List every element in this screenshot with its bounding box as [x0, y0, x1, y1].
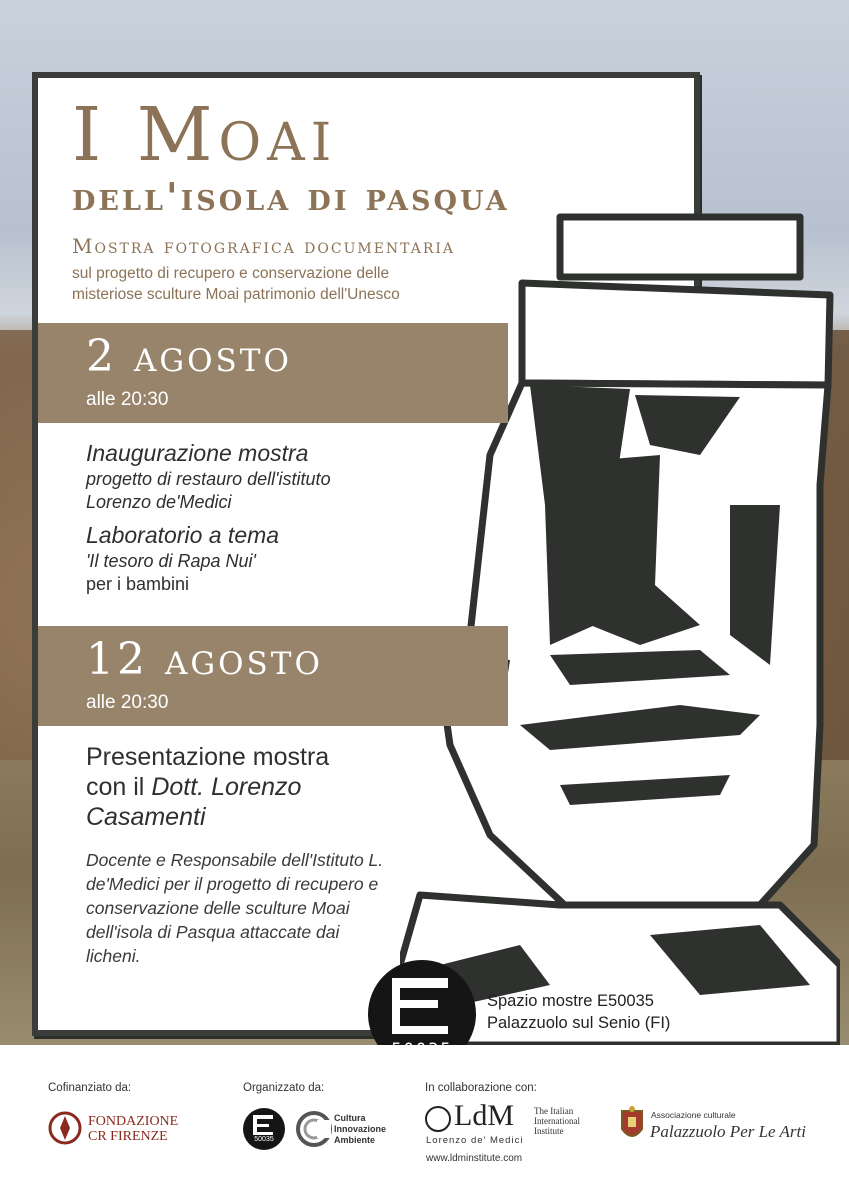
- e50035-small-logo-text: 50035: [254, 1136, 274, 1143]
- fondazione-cr-line1: FONDAZIONE: [88, 1114, 179, 1129]
- pres-line-2b: Dott. Lorenzo: [151, 773, 302, 801]
- assoc-name: Palazzuolo Per Le Arti: [650, 1122, 806, 1141]
- subtitle-mostra: Mostra fotografica documentaria: [72, 234, 456, 258]
- fondazione-cr-line2: CR FIRENZE: [88, 1129, 168, 1144]
- e50035-small-logo: [243, 1108, 285, 1150]
- venue-info: [487, 990, 670, 1034]
- date-band-2: [38, 626, 508, 726]
- title-isola-pasqua: dell'isola di pasqua: [72, 174, 510, 219]
- event1-text-1b: Lorenzo de'Medici: [86, 492, 232, 512]
- subtitle-line-2: misteriose sculture Moai patrimonio dell'Unesco: [72, 286, 400, 303]
- cia-logo-text: [334, 1113, 386, 1146]
- cia-line2: Innovazione: [334, 1124, 387, 1134]
- ldm-logo: LdM: [454, 1099, 514, 1132]
- event1-heading-inaugurazione: Inaugurazione mostra: [86, 440, 309, 466]
- date-band-1: [38, 323, 508, 423]
- event1-text-2b: per i bambini: [86, 574, 190, 594]
- pres-line-3: Casamenti: [86, 803, 206, 831]
- event1-details: [86, 438, 331, 596]
- speaker-bio: Docente e Responsabile dell'Istituto L. de'Medici per il progetto di recupero e conservazione delle sculture Moai dell'isola di Pasqua attaccate dai licheni.: [86, 850, 384, 966]
- event1-text-1a: progetto di restauro dell'istituto: [86, 469, 331, 489]
- ldm-subtitle: Lorenzo de' Medici: [426, 1135, 524, 1146]
- event1-date: 2 agosto: [86, 331, 292, 382]
- cia-line3: Ambiente: [334, 1135, 376, 1145]
- event1-heading-laboratorio: Laboratorio a tema: [86, 522, 280, 548]
- ldm-institute-text: [534, 1106, 580, 1136]
- event1-text-2a: 'Il tesoro di Rapa Nui': [86, 551, 256, 571]
- venue-line-2: Palazzuolo sul Senio (FI): [487, 1014, 671, 1032]
- ldm-inst-line1: The Italian: [534, 1106, 574, 1116]
- ldm-inst-line3: Institute: [534, 1126, 564, 1136]
- pres-line-1: Presentazione mostra: [86, 743, 330, 771]
- palazzuolo-crest-icon: [620, 1105, 644, 1143]
- ldm-seal-icon: [425, 1106, 451, 1132]
- cia-logo-icon: [295, 1110, 333, 1148]
- event2-presentation: [86, 742, 329, 832]
- event2-date: 12 agosto: [86, 634, 323, 685]
- assoc-small-label: Associazione culturale: [651, 1110, 736, 1120]
- fondazione-cr-logo: [88, 1114, 178, 1144]
- pres-line-2: [86, 772, 329, 802]
- event1-time: alle 20:30: [86, 389, 169, 410]
- title-moai: I Moai: [72, 92, 338, 178]
- org-label: Organizzato da:: [243, 1082, 325, 1094]
- subtitle-description: [72, 263, 532, 305]
- event2-time: alle 20:30: [86, 692, 169, 713]
- ldm-url: www.ldminstitute.com: [426, 1153, 523, 1164]
- ldm-inst-line2: International: [534, 1116, 580, 1126]
- subtitle-line-1: sul progetto di recupero e conservazione delle: [72, 265, 390, 282]
- cofin-label: Cofinanziato da:: [48, 1082, 132, 1094]
- pres-line-2a: con il: [86, 773, 145, 801]
- cia-line1: Cultura: [334, 1113, 366, 1123]
- collab-label: In collaborazione con:: [425, 1082, 537, 1094]
- fondazione-cr-logo-icon: [48, 1110, 82, 1146]
- venue-line-1: Spazio mostre E50035: [487, 992, 654, 1010]
